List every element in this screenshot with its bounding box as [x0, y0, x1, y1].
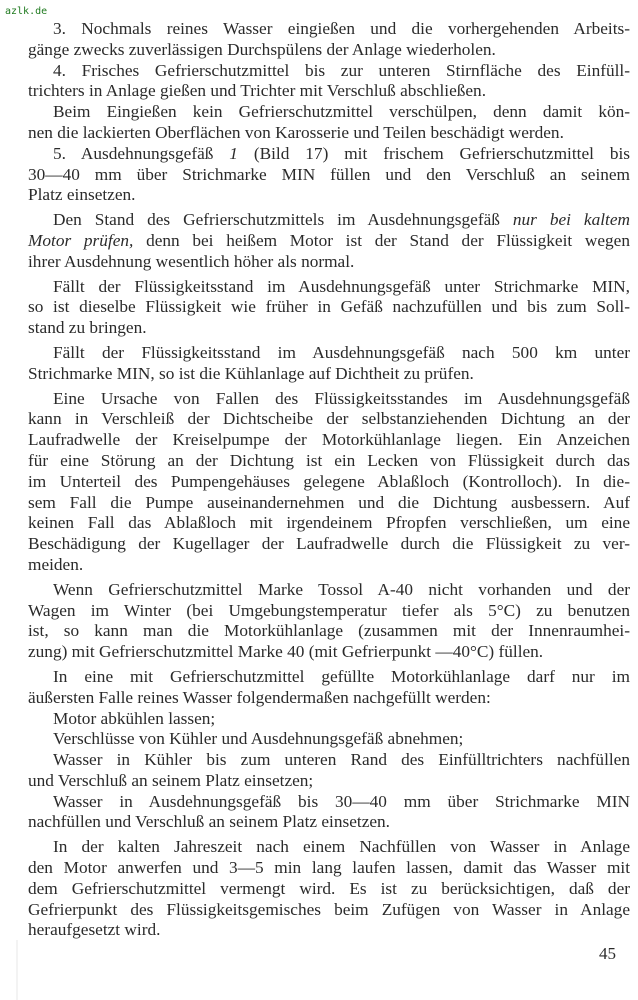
text-segment: Wagen im Winter (bei Umgebungstemperatur tiefer als 5°C) zu benutzen	[28, 600, 630, 620]
page-body	[28, 19, 630, 941]
paragraph	[28, 144, 630, 206]
text-line	[28, 920, 630, 941]
text-segment: keinen Fall das Ablaßloch mit irgendeinem Pfropfen verschließen, um eine	[28, 513, 630, 533]
text-segment: ihrer Ausdehnung wesentlich höher als normal.	[28, 251, 355, 271]
text-segment: 3. Nochmals reines Wasser eingießen und die vorhergehenden Arbeits-	[53, 19, 630, 38]
text-segment: stand zu bringen.	[28, 318, 147, 338]
text-line	[28, 451, 630, 472]
text-segment: so ist dieselbe Flüssigkeit wie früher in Gefäß nachzufüllen und bis zum Soll-	[28, 297, 630, 317]
text-line	[28, 343, 630, 364]
text-line	[28, 879, 630, 900]
text-line	[28, 858, 630, 879]
text-line	[28, 165, 630, 186]
text-line	[28, 102, 630, 123]
paragraph	[28, 19, 630, 61]
paragraph	[28, 102, 630, 144]
text-line	[28, 252, 630, 273]
text-segment: Den Stand des Gefrierschutzmittels im Ausdehnungsgefäß	[53, 210, 513, 230]
text-segment: nen die lackierten Oberflächen von Karosserie und Teilen beschädigt werden.	[28, 122, 564, 142]
text-line	[28, 792, 630, 813]
text-line	[28, 555, 630, 576]
text-line	[28, 667, 630, 688]
text-segment: meiden.	[28, 554, 84, 574]
text-line	[28, 430, 630, 451]
text-segment: Beim Eingießen kein Gefrierschutzmittel verschülpen, denn damit kön-	[53, 102, 630, 122]
text-segment: äußersten Falle reines Wasser folgendermaßen nachgefüllt werden:	[28, 687, 491, 707]
text-segment: In der kalten Jahreszeit nach einem Nachfüllen von Wasser in Anlage	[53, 837, 630, 857]
text-line	[28, 642, 630, 663]
paragraph	[28, 61, 630, 103]
text-segment: Beschädigung der Kugellager der Laufradwelle durch die Flüssigkeit zu ver-	[28, 534, 630, 554]
text-line	[28, 81, 630, 102]
text-line	[28, 837, 630, 858]
text-line	[28, 61, 630, 82]
text-segment: Verschlüsse von Kühler und Ausdehnungsgefäß abnehmen;	[53, 729, 464, 749]
text-line	[28, 621, 630, 642]
text-line	[28, 364, 630, 385]
text-segment: dem Gefrierschutzmittel vermengt wird. Es ist zu berücksichtigen, daß der	[28, 878, 630, 898]
watermark: azlk.de	[5, 6, 48, 17]
text-segment: 30—40 mm über Strichmarke MIN füllen und den Verschluß an seinem	[28, 164, 630, 184]
italic-text: Motor prüfen,	[28, 230, 134, 250]
text-line	[28, 688, 630, 709]
text-line	[28, 900, 630, 921]
paragraph	[28, 667, 630, 709]
text-line	[28, 812, 630, 833]
text-segment: Motor abkühlen lassen;	[53, 708, 216, 728]
paragraph	[28, 210, 630, 272]
text-line	[28, 277, 630, 298]
paragraph	[28, 750, 630, 792]
text-line	[28, 389, 630, 410]
text-line	[28, 231, 630, 252]
text-segment: Strichmarke MIN, so ist die Kühlanlage auf Dichtheit zu prüfen.	[28, 363, 474, 383]
text-segment: Fällt der Flüssigkeitsstand im Ausdehnungsgefäß unter Strichmarke MIN,	[53, 276, 630, 296]
paragraph	[28, 709, 630, 730]
text-line	[28, 318, 630, 339]
text-segment: Platz einsetzen.	[28, 185, 136, 205]
paragraph	[28, 343, 630, 385]
text-segment: und Verschluß an seinem Platz einsetzen;	[28, 770, 314, 790]
text-segment: sem Fall die Pumpe auseinandernehmen und die Dichtung ausbessern. Auf	[28, 492, 630, 512]
text-segment: nachfüllen und Verschluß an seinem Platz einsetzen.	[28, 812, 390, 832]
text-segment: Eine Ursache von Fallen des Flüssigkeitsstandes im Ausdehnungsgefäß	[53, 388, 630, 408]
text-segment: Wasser in Ausdehnungsgefäß bis 30—40 mm über Strichmarke MIN	[53, 791, 630, 811]
text-line	[28, 709, 630, 730]
text-line	[28, 210, 630, 231]
text-line	[28, 729, 630, 750]
text-line	[28, 513, 630, 534]
text-line	[28, 580, 630, 601]
text-segment: denn bei heißem Motor ist der Stand der Flüssigkeit wegen	[133, 230, 630, 250]
text-segment: (Bild 17) mit frischem Gefrierschutzmittel bis	[237, 143, 630, 163]
scan-edge	[16, 940, 18, 1000]
text-line	[28, 493, 630, 514]
text-line	[28, 750, 630, 771]
italic-text: 1	[229, 143, 238, 163]
text-line	[28, 601, 630, 622]
text-segment: trichters in Anlage gießen und Trichter mit Verschluß abschließen.	[28, 81, 487, 101]
paragraph	[28, 837, 630, 941]
text-segment: Laufradwelle der Kreiselpumpe der Motorkühlanlage liegen. Ein Anzeichen	[28, 430, 630, 450]
text-line	[28, 123, 630, 144]
text-segment: kann in Verschleiß der Dichtscheibe der selbstanziehenden Dichtung an der	[28, 409, 630, 429]
paragraph	[28, 729, 630, 750]
text-line	[28, 144, 630, 165]
text-segment: heraufgesetzt wird.	[28, 920, 161, 940]
text-segment: Wenn Gefrierschutzmittel Marke Tossol A-40 nicht vorhanden und der	[53, 579, 630, 599]
paragraph	[28, 277, 630, 339]
text-segment: zung) mit Gefrierschutzmittel Marke 40 (mit Gefrierpunkt —40°C) füllen.	[28, 642, 544, 662]
text-segment: im Unterteil des Pumpengehäuses gelegene Ablaßloch (Kontrolloch). In die-	[28, 471, 630, 491]
text-segment: 4. Frisches Gefrierschutzmittel bis zur unteren Stirnfläche des Einfüll-	[53, 60, 630, 80]
text-line	[28, 40, 630, 61]
text-segment: In eine mit Gefrierschutzmittel gefüllte Motorkühlanlage darf nur im	[53, 666, 630, 686]
text-segment: Gefrierpunkt des Flüssigkeitsgemisches beim Zufügen von Wasser in Anlage	[28, 899, 630, 919]
paragraph	[28, 580, 630, 663]
text-segment: ist, so kann man die Motorkühlanlage (zusammen mit der Innenraumhei-	[28, 621, 630, 641]
text-line	[28, 534, 630, 555]
text-segment: Wasser in Kühler bis zum unteren Rand des Einfülltrichters nachfüllen	[53, 750, 630, 770]
text-segment: für eine Störung an der Dichtung ist ein Lecken von Flüssigkeit durch das	[28, 450, 630, 470]
page-number: 45	[599, 944, 616, 963]
text-line	[28, 297, 630, 318]
paragraph	[28, 389, 630, 576]
text-segment: gänge zwecks zuverlässigen Durchspülens der Anlage wiederholen.	[28, 39, 496, 59]
text-line	[28, 19, 630, 40]
text-segment: den Motor anwerfen und 3—5 min lang laufen lassen, damit das Wasser mit	[28, 858, 630, 878]
italic-text: nur bei kaltem	[512, 210, 630, 230]
paragraph	[28, 792, 630, 834]
text-segment: 5. Ausdehnungsgefäß	[53, 143, 230, 163]
text-line	[28, 409, 630, 430]
text-segment: Fällt der Flüssigkeitsstand im Ausdehnungsgefäß nach 500 km unter	[53, 342, 630, 362]
text-line	[28, 472, 630, 493]
text-line	[28, 185, 630, 206]
text-line	[28, 771, 630, 792]
